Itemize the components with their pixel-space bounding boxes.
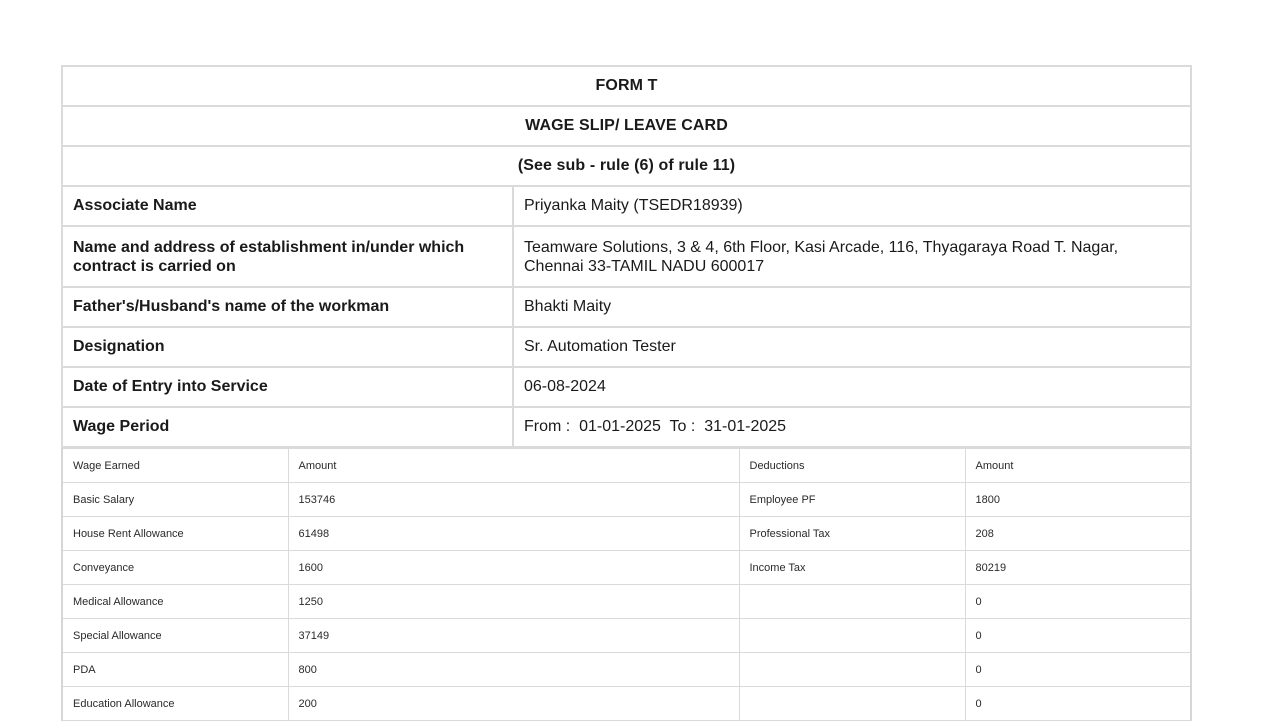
deduction-name [739,653,965,687]
deduction-amount: 80219 [965,551,1191,585]
deduction-amount: 0 [965,653,1191,687]
table-row [62,517,1191,551]
entry-date-label: Date of Entry into Service [62,367,513,407]
wage-header-row [62,449,1191,483]
establishment-label: Name and address of establishment in/under which contract is carried on [62,226,513,287]
deduction-name: Professional Tax [739,517,965,551]
deduction-amount: 0 [965,585,1191,619]
earning-amount: 1600 [288,551,739,585]
earning-name: Medical Allowance [62,585,288,619]
deduction-name: Employee PF [739,483,965,517]
form-rule-reference: (See sub - rule (6) of rule 11) [62,146,1191,186]
designation-value: Sr. Automation Tester [513,327,1191,367]
form-title: FORM T [62,66,1191,106]
establishment-value: Teamware Solutions, 3 & 4, 6th Floor, Kasi Arcade, 116, Thyagaraya Road T. Nagar, Chennai 33-TAMIL NADU 600017 [513,226,1191,287]
deductions-header: Deductions [739,449,965,483]
wage-earned-header: Wage Earned [62,449,288,483]
table-row [62,653,1191,687]
guardian-name-label: Father's/Husband's name of the workman [62,287,513,327]
wage-slip-sheet [61,65,1190,721]
deduction-name [739,687,965,721]
deduction-amount-header: Amount [965,449,1191,483]
earning-amount: 37149 [288,619,739,653]
designation-label: Designation [62,327,513,367]
form-header-table [61,65,1192,448]
deduction-amount: 0 [965,619,1191,653]
earning-name: Basic Salary [62,483,288,517]
deduction-amount: 0 [965,687,1191,721]
earning-amount: 61498 [288,517,739,551]
table-row [62,619,1191,653]
table-row [62,687,1191,721]
guardian-name-value: Bhakti Maity [513,287,1191,327]
earning-name: Special Allowance [62,619,288,653]
earning-name: PDA [62,653,288,687]
associate-name-value: Priyanka Maity (TSEDR18939) [513,186,1191,226]
earning-amount: 1250 [288,585,739,619]
earning-name: Education Allowance [62,687,288,721]
form-subtitle: WAGE SLIP/ LEAVE CARD [62,106,1191,146]
wage-period-label: Wage Period [62,407,513,447]
associate-name-label: Associate Name [62,186,513,226]
deduction-amount: 1800 [965,483,1191,517]
earning-amount: 200 [288,687,739,721]
table-row [62,585,1191,619]
table-row [62,551,1191,585]
table-row [62,483,1191,517]
entry-date-value: 06-08-2024 [513,367,1191,407]
earned-amount-header: Amount [288,449,739,483]
deduction-name [739,619,965,653]
earning-name: House Rent Allowance [62,517,288,551]
earning-amount: 153746 [288,483,739,517]
wage-period-value: From : 01-01-2025 To : 31-01-2025 [513,407,1191,447]
wage-details-table [61,448,1192,721]
deduction-name: Income Tax [739,551,965,585]
deduction-amount: 208 [965,517,1191,551]
deduction-name [739,585,965,619]
earning-amount: 800 [288,653,739,687]
earning-name: Conveyance [62,551,288,585]
